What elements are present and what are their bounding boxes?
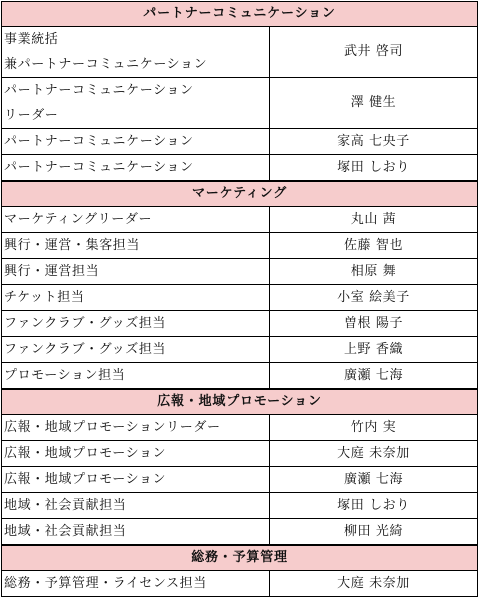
name-cell: 廣瀬 七海 [270,363,478,390]
role-text: 広報・地域プロモーション [4,446,167,461]
name-cell: 廣瀬 七海 [270,467,478,493]
name-cell: 佐藤 智也 [270,233,478,259]
table-row [2,493,478,519]
role-text: 地域・社会貢献担当 [4,524,127,539]
role-text: パートナーコミュニケーション [4,134,194,149]
table-row [2,441,478,467]
table-row [2,285,478,311]
name-cell: 武井 啓司 [270,27,478,78]
role-text: 広報・地域プロモーションリーダー [4,420,221,435]
role-cell [2,129,270,155]
section-title: 総務・予算管理 [2,545,478,571]
role-cell [2,155,270,182]
table-row [2,259,478,285]
table-row [2,78,478,129]
role-cell [2,415,270,441]
section-title: マーケティング [2,181,478,207]
name-cell: 家高 七央子 [270,129,478,155]
table-row [2,337,478,363]
table-row [2,155,478,182]
name-cell: 塚田 しおり [270,155,478,182]
role-cell [2,441,270,467]
table-row [2,311,478,337]
table-row [2,129,478,155]
section-header-row [2,545,478,571]
name-cell: 上野 香織 [270,337,478,363]
section-title: 広報・地域プロモーション [2,389,478,415]
staff-table-body [2,2,478,597]
staff-table [1,1,478,597]
section-header-row [2,389,478,415]
role-text: 兼パートナーコミュニケーション [4,57,208,72]
table-row [2,363,478,390]
table-row [2,207,478,233]
role-cell [2,311,270,337]
role-text: 総務・予算管理・ライセンス担当 [4,576,207,591]
role-text: マーケティングリーダー [4,212,153,227]
section-header-row [2,181,478,207]
role-text: パートナーコミュニケーション [4,83,194,98]
table-row [2,233,478,259]
role-cell [2,519,270,546]
section-title: パートナーコミュニケーション [2,2,478,27]
table-row [2,415,478,441]
role-cell [2,285,270,311]
role-cell [2,467,270,493]
role-cell [2,337,270,363]
role-cell [2,363,270,390]
role-text: 事業統括 [4,32,59,47]
role-text: チケット担当 [4,290,85,305]
role-cell [2,207,270,233]
role-text: ファンクラブ・グッズ担当 [4,316,167,331]
name-cell: 大庭 未奈加 [270,571,478,597]
name-cell: 小室 絵美子 [270,285,478,311]
name-cell: 相原 舞 [270,259,478,285]
role-text: プロモーション担当 [4,368,126,383]
name-cell: 竹内 実 [270,415,478,441]
role-text: パートナーコミュニケーション [4,160,194,175]
role-text: 地域・社会貢献担当 [4,498,127,513]
name-cell: 柳田 光綺 [270,519,478,546]
role-cell [2,233,270,259]
name-cell: 大庭 未奈加 [270,441,478,467]
role-text: 興行・運営担当 [4,264,100,279]
name-cell: 丸山 茜 [270,207,478,233]
role-text: 広報・地域プロモーション [4,472,167,487]
role-cell [2,27,270,78]
name-cell: 澤 健生 [270,78,478,129]
role-text: ファンクラブ・グッズ担当 [4,342,167,357]
name-cell: 曽根 陽子 [270,311,478,337]
name-cell: 塚田 しおり [270,493,478,519]
role-text: リーダー [4,108,59,123]
table-row [2,519,478,546]
role-cell [2,78,270,129]
role-text: 興行・運営・集客担当 [4,238,141,253]
table-row [2,467,478,493]
role-cell [2,493,270,519]
role-cell [2,259,270,285]
section-header-row [2,2,478,27]
table-row [2,27,478,78]
